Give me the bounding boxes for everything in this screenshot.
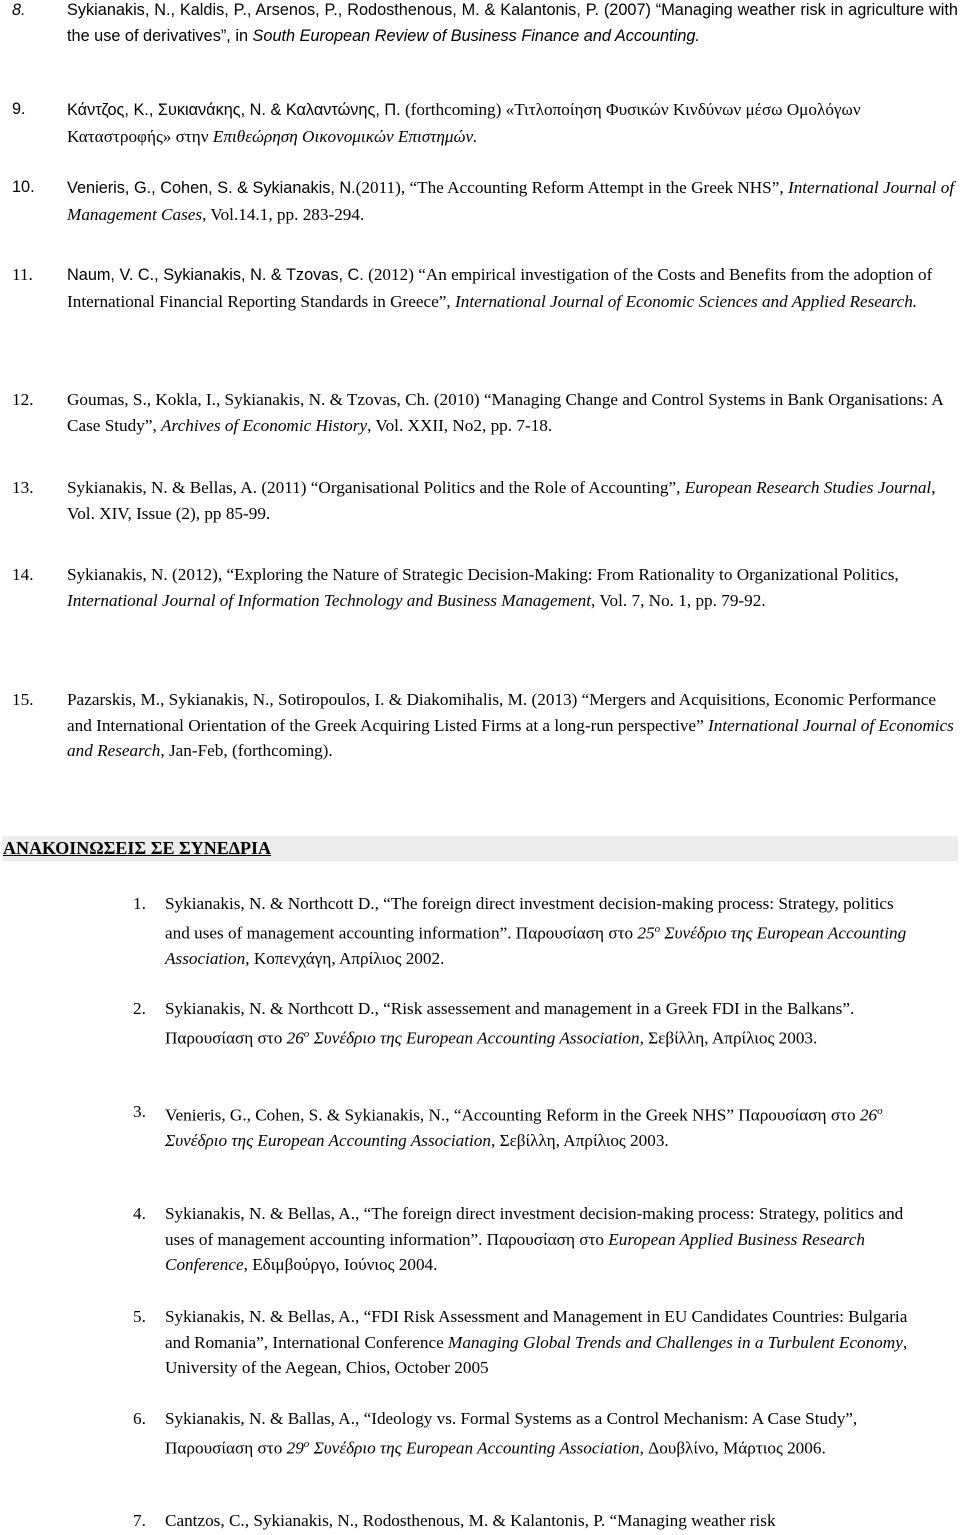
conference-text: Sykianakis, N. & Bellas, A., “The foreign direct investment decision-making process: Strategy, politics and uses of management accounting information”. Παρουσίαση στο (165, 1204, 904, 1249)
reference-9 (0, 97, 958, 150)
conference-1 (0, 891, 958, 971)
conference-place: , University of the Aegean, Chios, October 2005 (165, 1332, 908, 1377)
reference-authors: Κάντζος, Κ., Συκιανάκης, Ν. & Καλαντώνης, Π. (67, 101, 401, 119)
ordinal-mark: ο (303, 1437, 310, 1450)
reference-text: (2013) “Mergers and Acquisitions, Economic Performance and International Orientation of the Greek Acquiring Listed Firms at a long-run perspective” (67, 690, 936, 735)
reference-text: (2012), “Exploring the Nature of Strategic Decision-Making: From Rationality to Organizational Politics, (167, 565, 899, 584)
reference-venue-cont: and Accounting. (583, 26, 700, 45)
reference-text: Sykianakis, N., Kaldis, P., Arsenos, P., Rodosthenous, M. & Kalantonis, P. (2007) “Managing (67, 1, 733, 19)
conference-4 (0, 1201, 958, 1278)
conference-place: , Σεβίλλη, Απρίλιος 2003. (490, 1131, 669, 1151)
reference-text: (2011) “Organisational Politics and the Role of Accounting”, (257, 478, 685, 497)
conference-text: Sykianakis, N. & Bellas, A., “FDI Risk Assessment and Management in EU Candidates Countries: Bulgaria and Romania”, International Conference (165, 1307, 908, 1352)
reference-tail: , Vol.14.1, pp. 283-294. (202, 204, 365, 224)
conference-place: , Κοπενχάγη, Απρίλιος 2002. (245, 948, 445, 968)
ordinal-mark: ο (877, 1105, 883, 1117)
reference-venue: International Journal of Information Technology and Business Management (67, 590, 592, 610)
conference-7 (0, 1508, 958, 1534)
reference-authors: Sykianakis, N. & Bellas, A. (67, 478, 258, 497)
conference-edition: 25 (637, 923, 655, 943)
reference-15 (0, 687, 958, 764)
conference-venue: Συνέδριο της European Accounting Association (165, 923, 907, 968)
reference-number: 8. (12, 1, 26, 19)
section-heading: ΑΝΑΚΟΙΝΩΣΕΙΣ ΣΕ ΣΥΝΕΔΡΙΑ (2, 836, 958, 861)
conference-number: 6. (133, 1409, 146, 1428)
conference-3 (0, 1099, 958, 1154)
conference-number: 5. (133, 1307, 146, 1326)
reference-venue: European Research Studies Journal (684, 478, 932, 497)
conference-number: 2. (133, 999, 146, 1018)
conference-2 (0, 996, 958, 1051)
reference-authors: Naum, V. C., Sykianakis, N. & Tzovas, C. (67, 266, 364, 284)
conference-number: 1. (133, 894, 146, 913)
reference-tail: , Vol. XXII, No2, pp. 7-18. (367, 415, 553, 435)
conference-venue: Συνέδριο της European Accounting Association (309, 1028, 640, 1048)
reference-authors: Venieris, G., Cohen, S. & Sykianakis, N. (67, 179, 356, 197)
reference-number: 13. (12, 478, 34, 497)
ordinal-mark: ο (654, 922, 661, 935)
conference-place: , Σεβίλλη, Απρίλιος 2003. (639, 1028, 818, 1048)
conference-place: , Δουβλίνο, Μάρτιος 2006. (639, 1438, 826, 1458)
reference-text: (forthcoming) «Τιτλοποίηση Φυσικών Κινδύνων μέσω Ομολόγων Καταστροφής» στην (67, 100, 861, 146)
reference-venue: Επιθεώρηση Οικονομικών Επιστημών. (212, 126, 478, 146)
reference-venue: International Journal of Economic Sciences and Applied Research. (455, 291, 918, 311)
reference-number: 15. (12, 690, 34, 709)
reference-14 (0, 562, 958, 613)
conference-number: 7. (133, 1511, 146, 1530)
conference-edition: 26 (286, 1028, 304, 1048)
reference-text: weather risk in agriculture with the use of derivatives”, in (67, 1, 958, 45)
reference-venue: International Journal of Economics and Research (67, 715, 954, 760)
conference-venue: Συνέδριο της European Accounting Association (309, 1438, 640, 1458)
reference-number: 11. (12, 265, 33, 284)
reference-number: 12. (12, 390, 34, 409)
reference-tail: , Vol. XIV, Issue (2), pp 85-99. (67, 478, 936, 523)
conference-text: Sykianakis, N. & Northcott D., “Risk assessement and management in a Greek FDI in the Balkans”. Παρουσίαση στο (165, 999, 855, 1048)
conference-edition: 29 (286, 1438, 304, 1458)
conference-venue: European Applied Business Research Conference (165, 1229, 865, 1274)
reference-venue: South European Review of Business Finance (252, 26, 580, 45)
conference-place: , Εδιμβούργο, Ιούνιος 2004. (243, 1255, 438, 1274)
reference-text: (2011), “The Accounting Reform Attempt in the Greek NHS”, (355, 178, 788, 197)
reference-text: (2012) “An empirical investigation of the Costs and Benefits from the adoption of International Financial Reporting Standards in Greece”, (67, 265, 933, 311)
reference-tail: , Jan-Feb, (forthcoming). (160, 741, 333, 760)
conference-text: Sykianakis, N. & Northcott D., “The foreign direct investment decision-making process: Strategy, politics and uses of management accounting information”. Παρουσίαση στο (165, 894, 894, 943)
conference-edition: 26 (859, 1105, 878, 1125)
reference-12 (0, 387, 958, 438)
reference-venue: Archives of Economic History (161, 415, 368, 435)
conference-text: Cantzos, C., Sykianakis, N., Rodosthenous, M. & Kalantonis, P. “Managing weather risk (165, 1511, 776, 1530)
ordinal-mark: ο (303, 1027, 310, 1040)
conference-text: Sykianakis, N. & Ballas, A., “Ideology vs. Formal Systems as a Control Mechanism: A Case Study”, Παρουσίαση στο (165, 1409, 858, 1458)
reference-authors: Goumas, S., Kokla, I., Sykianakis, N. & Tzovas, Ch. (67, 390, 430, 409)
reference-text: (2010) “Managing Change and Control Systems in Bank Organisations: A Case Study”, (67, 390, 943, 435)
reference-8 (0, 0, 958, 49)
reference-11 (0, 262, 958, 314)
reference-authors: Sykianakis, N. (67, 565, 168, 584)
reference-venue: International Journal of Management Cases (67, 178, 955, 224)
reference-number: 9. (12, 100, 26, 118)
conference-6 (0, 1406, 958, 1461)
reference-13 (0, 475, 958, 526)
conference-venue: Managing Global Trends and Challenges in a Turbulent Economy (448, 1332, 903, 1352)
conference-number: 4. (133, 1204, 146, 1223)
reference-number: 14. (12, 565, 34, 584)
reference-10 (0, 175, 958, 227)
reference-authors: Pazarskis, M., Sykianakis, N., Sotiropoulos, I. & Diakomihalis, M. (67, 690, 528, 709)
reference-number: 10. (12, 178, 35, 196)
reference-tail: , Vol. 7, No. 1, pp. 79-92. (591, 590, 766, 610)
conference-text: Venieris, G., Cohen, S. & Sykianakis, N., “Accounting Reform in the Greek NHS” Παρουσίαση στο (165, 1105, 860, 1125)
conference-venue: Συνέδριο της European Accounting Association (165, 1131, 491, 1151)
conference-number: 3. (133, 1102, 146, 1121)
conference-5 (0, 1304, 958, 1381)
